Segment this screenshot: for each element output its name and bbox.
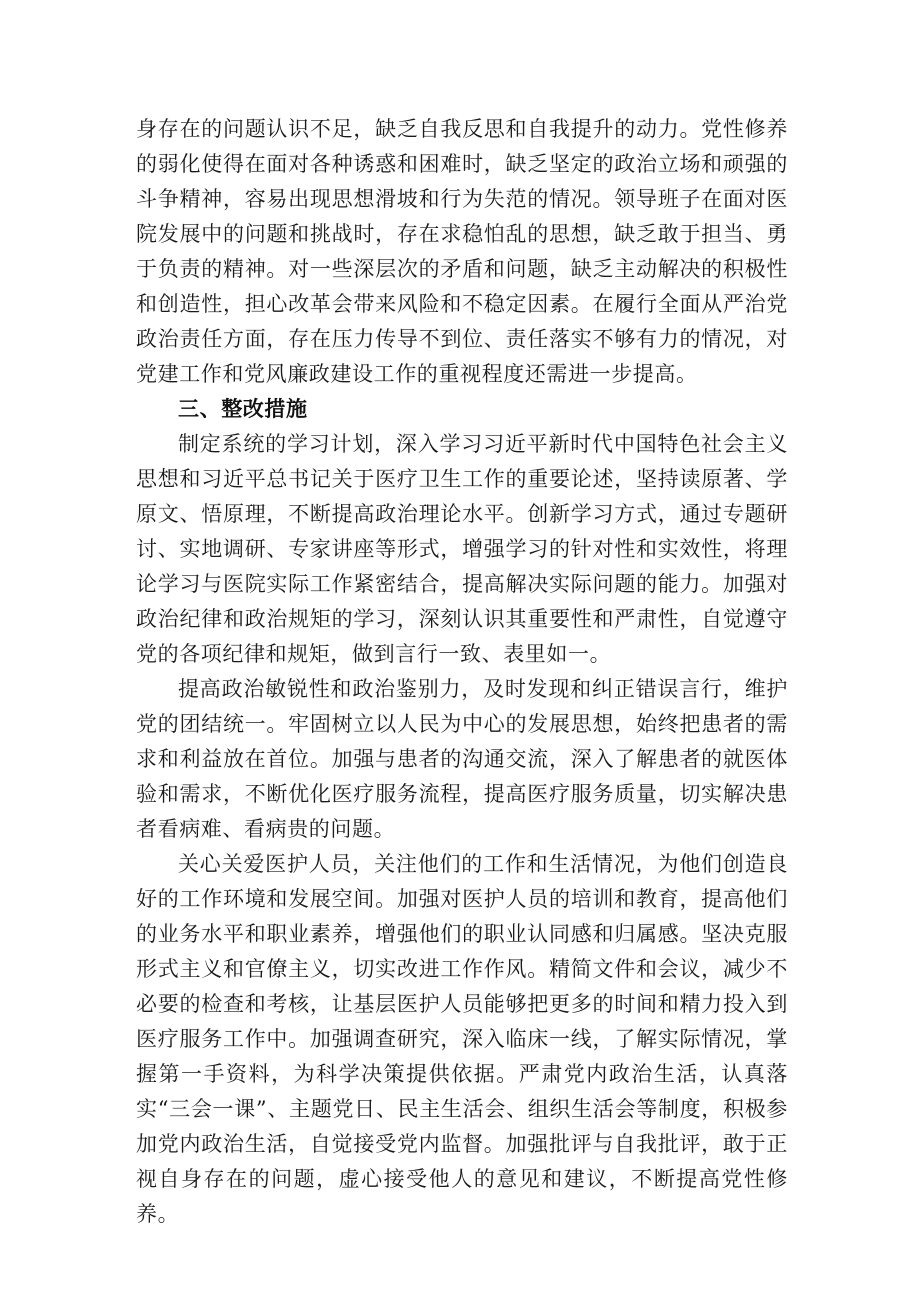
paragraph-staff-care: 关心关爱医护人员，关注他们的工作和生活情况，为他们创造良好的工作环境和发展空间。加强对医护人员的培训和教育，提高他们的业务水平和职业素养，增强他们的职业认同感和归属感。坚决克服形式主义和官僚主义，切实改进工作作风。精简文件和会议，减少不必要的检查和考核，让基层医护人员能够把更多的时间和精力投入到医疗服务工作中。加强调查研究，深入临床一线，了解实际情况，掌握第一手资料，为科学决策提供依据。严肃党内政治生活，认真落实“三会一课”、主题党日、民主生活会、组织生活会等制度，积极参加党内政治生活，自觉接受党内监督。加强批评与自我批评，敢于正视自身存在的问题，虚心接受他人的意见和建议，不断提高党性修养。 bbox=[136, 852, 788, 1226]
document-body bbox=[136, 112, 788, 1232]
section-heading-rectification: 三、整改措施 bbox=[178, 397, 308, 421]
paragraph-political-sensitivity: 提高政治敏锐性和政治鉴别力，及时发现和纠正错误言行，维护党的团结统一。牢固树立以人民为中心的发展思想，始终把患者的需求和利益放在首位。加强与患者的沟通交流，深入了解患者的就医体验和需求，不断优化医疗服务流程，提高医疗服务质量，切实解决患者看病难、看病贵的问题。 bbox=[136, 677, 788, 841]
paragraph-study-plan: 制定系统的学习计划，深入学习习近平新时代中国特色社会主义思想和习近平总书记关于医疗卫生工作的重要论述，坚持读原著、学原文、悟原理，不断提高政治理论水平。创新学习方式，通过专题研讨、实地调研、专家讲座等形式，增强学习的针对性和实效性，将理论学习与医院实际工作紧密结合，提高解决实际问题的能力。加强对政治纪律和政治规矩的学习，深刻认识其重要性和严肃性，自觉遵守党的各项纪律和规矩，做到言行一致、表里如一。 bbox=[136, 432, 788, 666]
paragraph-problem-analysis: 身存在的问题认识不足，缺乏自我反思和自我提升的动力。党性修养的弱化使得在面对各种诱惑和困难时，缺乏坚定的政治立场和顽强的斗争精神，容易出现思想滑坡和行为失范的情况。领导班子在面对医院发展中的问题和挑战时，存在求稳怕乱的思想，缺乏敢于担当、勇于负责的精神。对一些深层次的矛盾和问题，缺乏主动解决的积极性和创造性，担心改革会带来风险和不稳定因素。在履行全面从严治党政治责任方面，存在压力传导不到位、责任落实不够有力的情况，对党建工作和党风廉政建设工作的重视程度还需进一步提高。 bbox=[136, 117, 788, 386]
